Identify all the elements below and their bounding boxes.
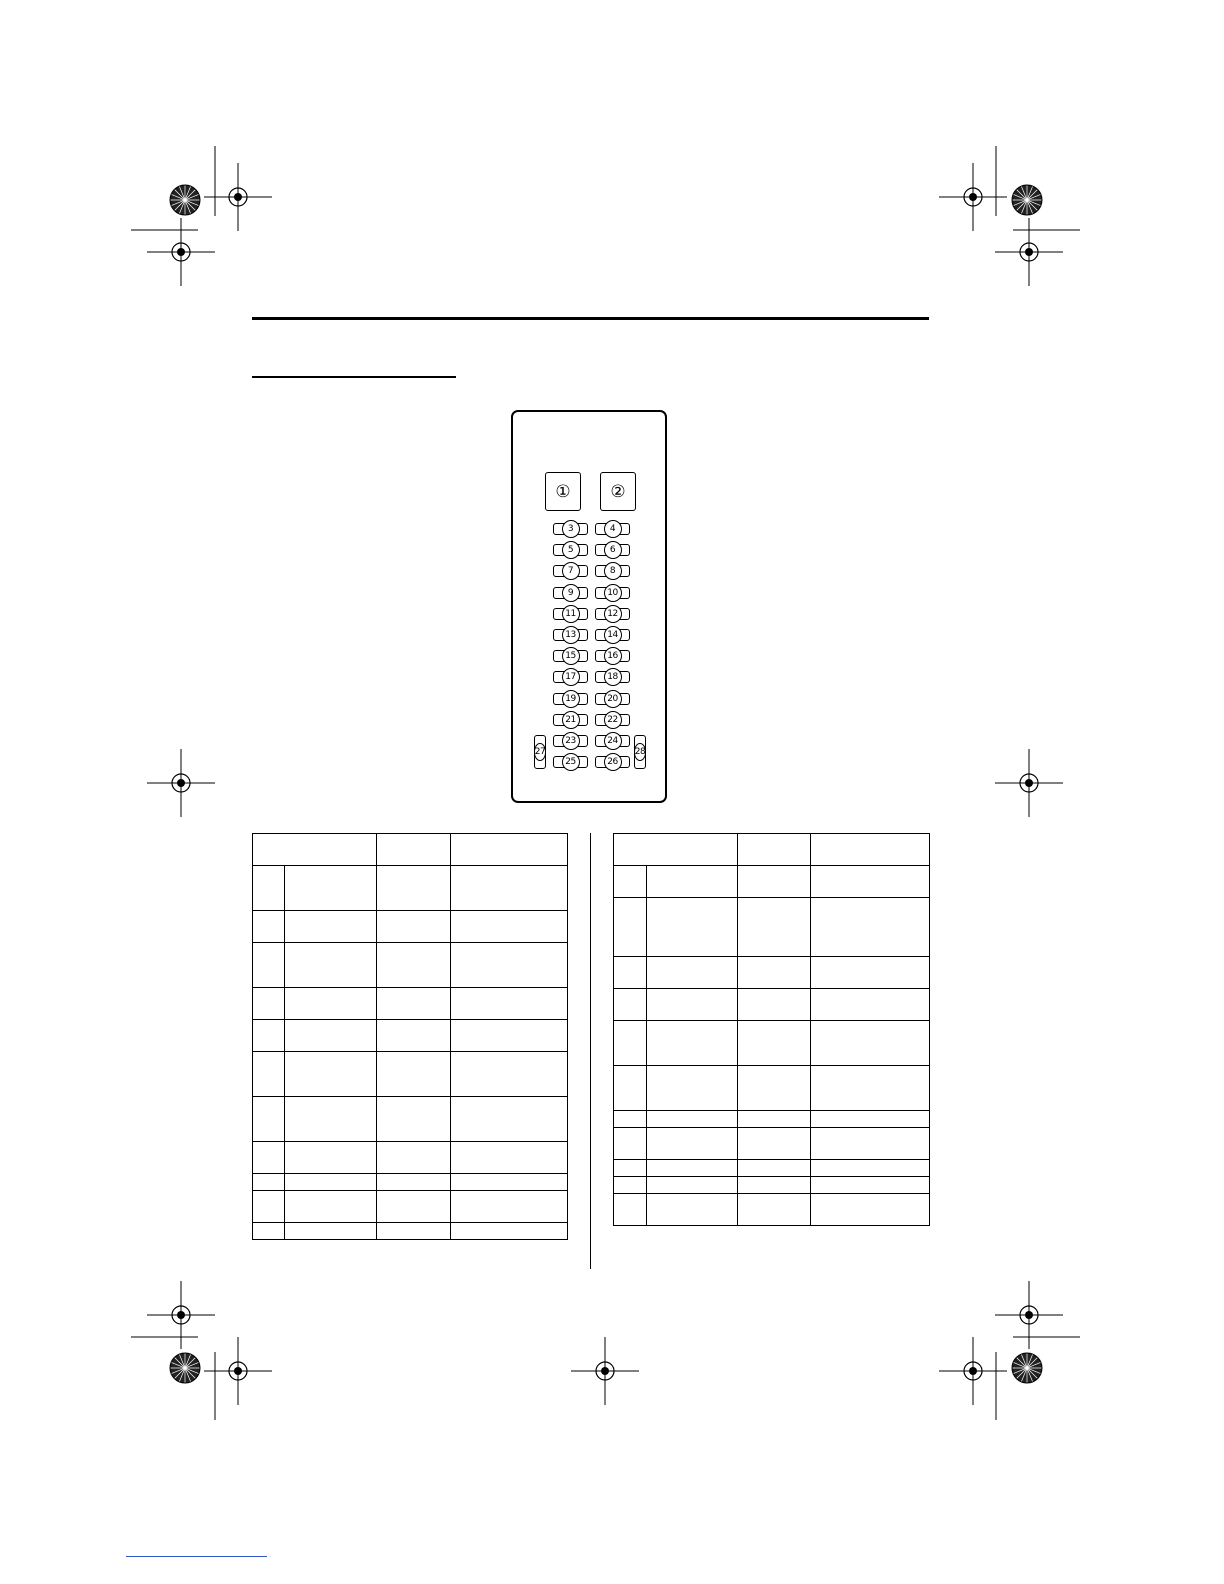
registration-target-icon [147,749,215,817]
table-header-cell [377,834,451,866]
table-cell [285,988,377,1020]
mini-fuse-18 [595,671,630,683]
fuse-table-left [252,833,568,1240]
table-cell [377,911,451,943]
table-cell [377,1174,451,1191]
mini-fuse-4 [595,523,630,535]
fuse-number: 18 [604,668,622,686]
footer-link-line [126,1556,267,1557]
registration-target-icon [939,1337,1007,1405]
table-cell [377,1052,451,1097]
table-cell [614,1111,647,1128]
table-cell [647,1021,738,1066]
registration-target-icon [995,218,1063,286]
table-cell [253,1191,285,1223]
mini-fuse-25 [553,756,588,768]
fuse-number: 11 [562,605,580,623]
registration-target-icon [995,749,1063,817]
table-cell [811,898,930,957]
table-cell [614,1128,647,1160]
fuse-number: 9 [562,584,580,602]
table-cell [377,988,451,1020]
table-row [253,911,568,943]
fuse-number: 12 [604,605,622,623]
registration-starburst-icon [170,185,200,215]
table-row [253,1097,568,1142]
table-cell [811,1177,930,1194]
table-cell [811,1021,930,1066]
table-cell [614,1194,647,1226]
registration-target-icon [204,163,272,231]
mini-fuse-24 [595,735,630,747]
table-cell [253,988,285,1020]
table-cell [451,1191,568,1223]
table-cell [614,957,647,989]
table-cell [285,1223,377,1240]
table-cell [811,1111,930,1128]
table-cell [647,957,738,989]
table-cell [451,911,568,943]
mini-fuse-26 [595,756,630,768]
fuse-number: 16 [604,647,622,665]
mini-fuse-21 [553,714,588,726]
registration-starburst-icon [1012,1353,1042,1383]
table-header-cell [811,834,930,866]
table-row [253,943,568,988]
column-divider [590,833,591,1269]
table-cell [285,866,377,911]
table-cell [377,1020,451,1052]
fuse-number: 15 [562,647,580,665]
mini-fuse-3 [553,523,588,535]
fuse-number: 28 [634,743,646,761]
fuse-number: 25 [562,753,580,771]
fuse-number: 17 [562,668,580,686]
table-row [253,1174,568,1191]
table-cell [738,1111,811,1128]
table-header-cell [253,834,377,866]
fuse-number: 5 [562,541,580,559]
table-header-cell [451,834,568,866]
fuse-number: 22 [604,711,622,729]
table-cell [253,1174,285,1191]
mini-fuse-14 [595,629,630,641]
fuse-number: 6 [604,541,622,559]
registration-target-icon [204,1337,272,1405]
table-row [253,988,568,1020]
mini-fuse-12 [595,608,630,620]
table-cell [738,1177,811,1194]
mini-fuse-5 [553,544,588,556]
table-cell [285,1052,377,1097]
table-cell [647,1177,738,1194]
table-header-row [253,834,568,866]
registration-starburst-icon [1012,185,1042,215]
fuse-number: 23 [562,732,580,750]
fuse-number: 14 [604,626,622,644]
table-cell [614,866,647,898]
mini-fuse-19 [553,693,588,705]
fuse-panel-diagram [511,410,667,803]
mini-fuse-6 [595,544,630,556]
table-row [614,1021,930,1066]
table-cell [614,1066,647,1111]
table-cell [647,1111,738,1128]
table-row [614,1111,930,1128]
table-cell [647,866,738,898]
mini-fuse-9 [553,587,588,599]
table-cell [738,1021,811,1066]
table-row [253,866,568,911]
table-cell [285,1020,377,1052]
table-cell [738,1160,811,1177]
main-fuse-1 [545,472,581,511]
table-cell [811,989,930,1021]
table-cell [285,943,377,988]
table-cell [285,1174,377,1191]
table-row [253,1223,568,1240]
table-row [614,866,930,898]
table-cell [811,957,930,989]
mini-fuse-20 [595,693,630,705]
table-cell [451,866,568,911]
table-cell [451,988,568,1020]
table-cell [738,898,811,957]
table-cell [377,943,451,988]
table-cell [377,1142,451,1174]
main-fuse-2 [600,472,636,511]
registration-target-icon [147,1281,215,1349]
table-cell [377,1191,451,1223]
table-cell [451,1020,568,1052]
table-cell [253,943,285,988]
table-cell [647,1160,738,1177]
table-cell [647,898,738,957]
table-cell [811,1066,930,1111]
table-cell [614,1177,647,1194]
table-row [614,1194,930,1226]
table-row [614,1177,930,1194]
table-header-cell [738,834,811,866]
mini-fuse-23 [553,735,588,747]
side-fuse-28 [634,735,646,769]
mini-fuse-11 [553,608,588,620]
table-cell [614,1160,647,1177]
table-cell [738,1194,811,1226]
table-cell [738,957,811,989]
fuse-number: 8 [604,562,622,580]
mini-fuse-8 [595,565,630,577]
table-cell [377,1097,451,1142]
side-fuse-27 [534,735,546,769]
fuse-number: 3 [562,520,580,538]
fuse-number: 20 [604,690,622,708]
table-cell [253,1052,285,1097]
table-header-row [614,834,930,866]
table-cell [377,866,451,911]
table-cell [811,1128,930,1160]
table-row [614,1066,930,1111]
fuse-number: 7 [562,562,580,580]
table-cell [253,1223,285,1240]
mini-fuse-13 [553,629,588,641]
mini-fuse-15 [553,650,588,662]
mini-fuse-7 [553,565,588,577]
table-header-cell [614,834,738,866]
table-cell [253,1097,285,1142]
mini-fuse-16 [595,650,630,662]
table-cell [253,1020,285,1052]
table-cell [451,943,568,988]
table-cell [738,1128,811,1160]
table-row [253,1142,568,1174]
table-cell [811,866,930,898]
table-cell [647,989,738,1021]
fuse-number: 26 [604,753,622,771]
main-fuse-label: ① [555,481,571,502]
table-cell [647,1066,738,1111]
table-row [614,957,930,989]
table-row [614,1160,930,1177]
registration-target-icon [571,1337,639,1405]
table-cell [451,1223,568,1240]
table-cell [285,1142,377,1174]
table-cell [811,1194,930,1226]
registration-target-icon [939,163,1007,231]
table-cell [738,866,811,898]
table-cell [451,1174,568,1191]
fuse-number: 21 [562,711,580,729]
table-cell [285,1097,377,1142]
table-cell [738,989,811,1021]
table-cell [614,1021,647,1066]
table-cell [811,1160,930,1177]
table-row [253,1052,568,1097]
mini-fuse-10 [595,587,630,599]
table-cell [253,911,285,943]
table-cell [285,1191,377,1223]
table-row [614,1128,930,1160]
mini-fuse-17 [553,671,588,683]
mini-fuse-22 [595,714,630,726]
table-cell [738,1066,811,1111]
registration-starburst-icon [170,1353,200,1383]
fuse-table-right [613,833,930,1226]
registration-target-icon [995,1281,1063,1349]
table-cell [285,911,377,943]
table-cell [614,989,647,1021]
table-row [253,1020,568,1052]
section-heading-underline [252,376,456,378]
fuse-number: 10 [604,584,622,602]
fuse-number: 13 [562,626,580,644]
fuse-number: 19 [562,690,580,708]
fuse-number: 4 [604,520,622,538]
main-fuse-label: ② [610,481,626,502]
table-cell [253,866,285,911]
table-row [614,989,930,1021]
table-cell [647,1128,738,1160]
table-row [253,1191,568,1223]
table-cell [614,898,647,957]
registration-target-icon [147,218,215,286]
table-cell [451,1052,568,1097]
fuse-number: 27 [534,743,546,761]
table-cell [647,1194,738,1226]
table-cell [377,1223,451,1240]
table-cell [451,1142,568,1174]
fuse-number: 24 [604,732,622,750]
table-cell [451,1097,568,1142]
table-row [614,898,930,957]
table-cell [253,1142,285,1174]
header-rule [252,317,929,320]
